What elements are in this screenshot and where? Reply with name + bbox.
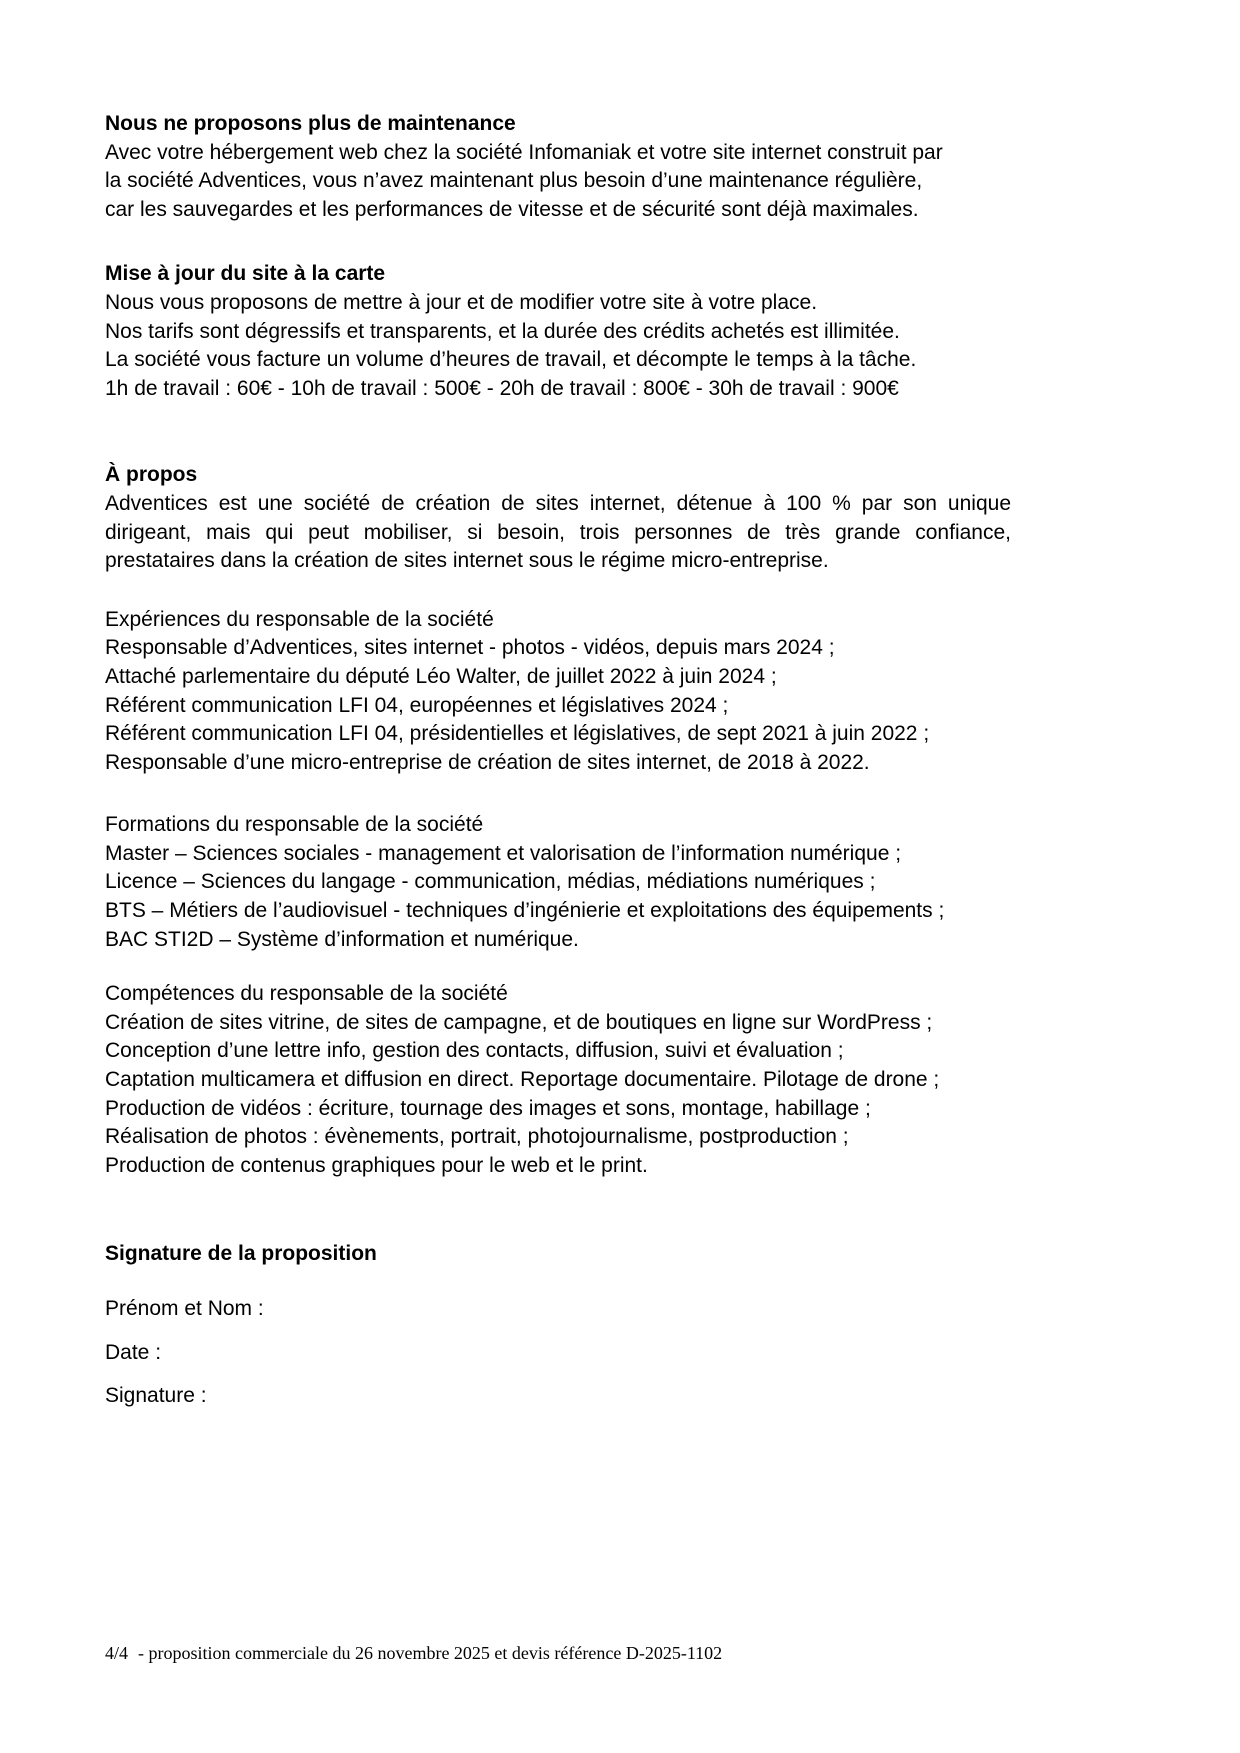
list-item: Référent communication LFI 04, européennes et législatives 2024 ; <box>105 693 729 717</box>
list-item: Attaché parlementaire du député Léo Walter, de juillet 2022 à juin 2024 ; <box>105 664 777 688</box>
signature-fields <box>105 1295 1011 1411</box>
paragraph-line: prestataires dans la création de sites internet sous le régime micro-entreprise. <box>105 549 829 573</box>
list-title: Compétences du responsable de la société <box>105 982 508 1006</box>
list-item: BAC STI2D – Système d’information et numérique. <box>105 927 579 951</box>
page-footer <box>105 1641 722 1665</box>
list-item: BTS – Métiers de l’audiovisuel - techniques d’ingénierie et exploitations des équipements ; <box>105 899 945 923</box>
list-item: Référent communication LFI 04, présidentielles et législatives, de sept 2021 à juin 2022 ; <box>105 722 930 746</box>
section-maintenance-heading: Nous ne proposons plus de maintenance <box>105 112 516 135</box>
paragraph-line: Adventices est une société de création de sites internet, détenue à 100 % par son unique <box>105 491 1011 515</box>
section-a-propos <box>105 461 1011 575</box>
section-signature-heading: Signature de la proposition <box>105 1242 377 1266</box>
list-item: Réalisation de photos : évènements, portrait, photojournalisme, postproduction ; <box>105 1125 849 1149</box>
list-item: Production de contenus graphiques pour le web et le print. <box>105 1153 648 1177</box>
signature-field-name: Prénom et Nom : <box>105 1297 264 1320</box>
signature-field-date: Date : <box>105 1340 162 1364</box>
paragraph-line: La société vous facture un volume d’heures de travail, et décompte le temps à la tâche. <box>105 348 917 372</box>
list-item: Captation multicamera et diffusion en direct. Reportage documentaire. Pilotage de drone ; <box>105 1068 940 1092</box>
paragraph-line: Nous vous proposons de mettre à jour et de modifier votre site à votre place. <box>105 290 818 314</box>
list-item: Licence – Sciences du langage - communication, médias, médiations numériques ; <box>105 870 876 894</box>
page-number: 4/4 <box>105 1643 129 1663</box>
section-competences <box>105 980 1011 1180</box>
section-a-propos-heading: À propos <box>105 463 198 487</box>
paragraph-line: Avec votre hébergement web chez la société Infomaniak et votre site internet construit par <box>105 140 943 164</box>
section-experiences <box>105 606 1011 778</box>
list-title: Expériences du responsable de la société <box>105 607 494 631</box>
list-item: Master – Sciences sociales - management et valorisation de l’information numérique ; <box>105 841 902 865</box>
section-formations <box>105 811 1011 954</box>
section-mise-a-jour <box>105 260 1011 403</box>
paragraph-line: car les sauvegardes et les performances de vitesse et de sécurité sont déjà maximales. <box>105 197 919 221</box>
pricing-line: 1h de travail : 60€ - 10h de travail : 500€ - 20h de travail : 800€ - 30h de travail : 900€ <box>105 376 899 400</box>
section-maintenance <box>105 110 1011 224</box>
list-item: Création de sites vitrine, de sites de campagne, et de boutiques en ligne sur WordPress ; <box>105 1010 933 1034</box>
list-item: Responsable d’une micro-entreprise de création de sites internet, de 2018 à 2022. <box>105 750 870 774</box>
section-signature <box>105 1240 1011 1410</box>
signature-field-signature: Signature : <box>105 1384 207 1408</box>
paragraph-line: la société Adventices, vous n’avez maintenant plus besoin d’une maintenance régulière, <box>105 169 923 193</box>
section-mise-a-jour-heading: Mise à jour du site à la carte <box>105 262 386 286</box>
paragraph-line: dirigeant, mais qui peut mobiliser, si besoin, trois personnes de très grande confiance, <box>105 520 1011 544</box>
list-item: Responsable d’Adventices, sites internet - photos - vidéos, depuis mars 2024 ; <box>105 636 835 660</box>
footer-reference-text: - proposition commerciale du 26 novembre 2025 et devis référence D-2025-1102 <box>138 1643 723 1663</box>
list-title: Formations du responsable de la société <box>105 813 484 837</box>
document-content <box>105 110 1011 1426</box>
paragraph-line: Nos tarifs sont dégressifs et transparents, et la durée des crédits achetés est illimitée. <box>105 319 900 343</box>
list-item: Conception d’une lettre info, gestion des contacts, diffusion, suivi et évaluation ; <box>105 1039 844 1063</box>
list-item: Production de vidéos : écriture, tournage des images et sons, montage, habillage ; <box>105 1096 871 1120</box>
